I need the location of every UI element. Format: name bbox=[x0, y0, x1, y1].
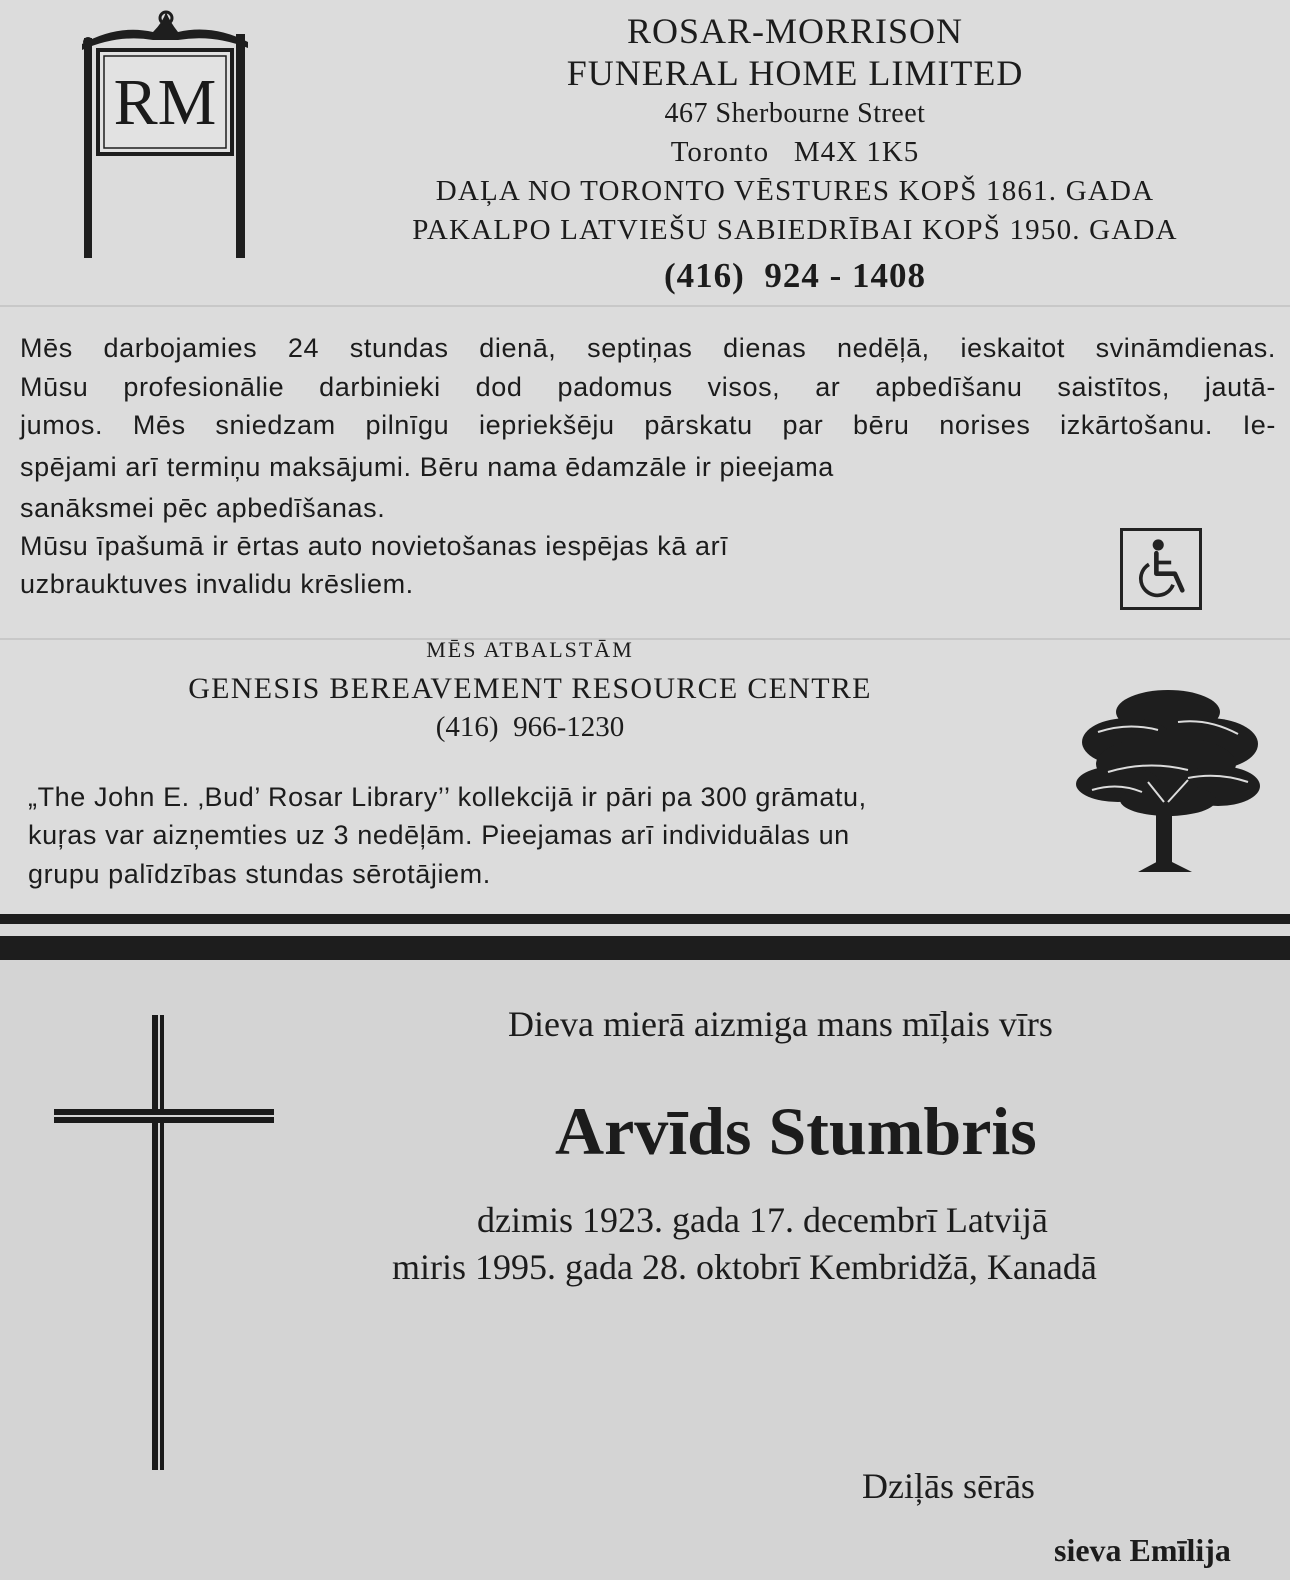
funeral-home-name-line1: ROSAR-MORRISON bbox=[626, 11, 964, 51]
service-text-line: uzbrauktuves invalidu krēsliem. bbox=[20, 569, 414, 599]
city-postal: Toronto M4X 1K5 bbox=[670, 136, 920, 168]
deceased-name: Arvīds Stumbris bbox=[555, 1093, 1037, 1169]
paper-fold bbox=[0, 305, 1290, 307]
support-centre-name: GENESIS BEREAVEMENT RESOURCE CENTRE bbox=[188, 672, 872, 705]
service-text-line: Mūsu īpašumā ir ērtas auto novietošanas iespējas kā arī bbox=[20, 531, 729, 561]
library-text-line: kuŗas var aizņemties uz 3 nedēļām. Pieejamas arī individuālas un bbox=[28, 820, 850, 850]
service-text-line: Mūsu profesionālie darbinieki dod padomus visos, ar apbedīšanu saistītos, jautā- bbox=[20, 372, 1276, 402]
service-text-line: sanāksmei pēc apbedīšanas. bbox=[20, 493, 386, 523]
library-text-line: „The John E. ‚Bud’ Rosar Library’’ kollekcijā ir pāri pa 300 grāmatu, bbox=[28, 782, 867, 812]
obituary-intro: Dieva mierā aizmiga mans mīļais vīrs bbox=[508, 1004, 1053, 1044]
mourning-line: Dziļās sērās bbox=[862, 1466, 1035, 1506]
phone-number: (416) 924 - 1408 bbox=[664, 256, 926, 295]
tree-illustration bbox=[1068, 682, 1264, 878]
cross-icon bbox=[54, 1015, 274, 1470]
rm-signpost-logo bbox=[78, 4, 253, 259]
service-text-line: Mēs darbojamies 24 stundas dienā, septiņas dienas nedēļā, ieskaitot svināmdienas. bbox=[20, 333, 1276, 363]
funeral-home-name-line2: FUNERAL HOME LIMITED bbox=[566, 53, 1024, 93]
support-phone: (416) 966-1230 bbox=[435, 711, 625, 743]
service-text-line: spējami arī termiņu maksājumi. Bēru nama ēdamzāle ir pieejama bbox=[20, 452, 834, 482]
divider-thin bbox=[0, 914, 1290, 924]
logo-text: RM bbox=[113, 66, 217, 139]
divider-thick bbox=[0, 936, 1290, 960]
birth-line: dzimis 1923. gada 17. decembrī Latvijā bbox=[477, 1200, 1048, 1240]
history-line-1: DAĻA NO TORONTO VĒSTURES KOPŠ 1861. GADA bbox=[435, 175, 1155, 207]
library-text-line: grupu palīdzības stundas sērotājiem. bbox=[28, 859, 491, 889]
signature-line: sieva Emīlija bbox=[1054, 1532, 1231, 1568]
history-line-2: PAKALPO LATVIEŠU SABIEDRĪBAI KOPŠ 1950. GADA bbox=[412, 214, 1178, 246]
death-line: miris 1995. gada 28. oktobrī Kembridžā, Kanadā bbox=[392, 1247, 1097, 1287]
support-heading: MĒS ATBALSTĀM bbox=[426, 637, 634, 662]
wheelchair-icon bbox=[1120, 528, 1202, 610]
service-text-line: jumos. Mēs sniedzam pilnīgu iepriekšēju pārskatu par bēru norises izkārtošanu. Ie- bbox=[20, 410, 1276, 440]
street-address: 467 Sherbourne Street bbox=[664, 98, 926, 129]
